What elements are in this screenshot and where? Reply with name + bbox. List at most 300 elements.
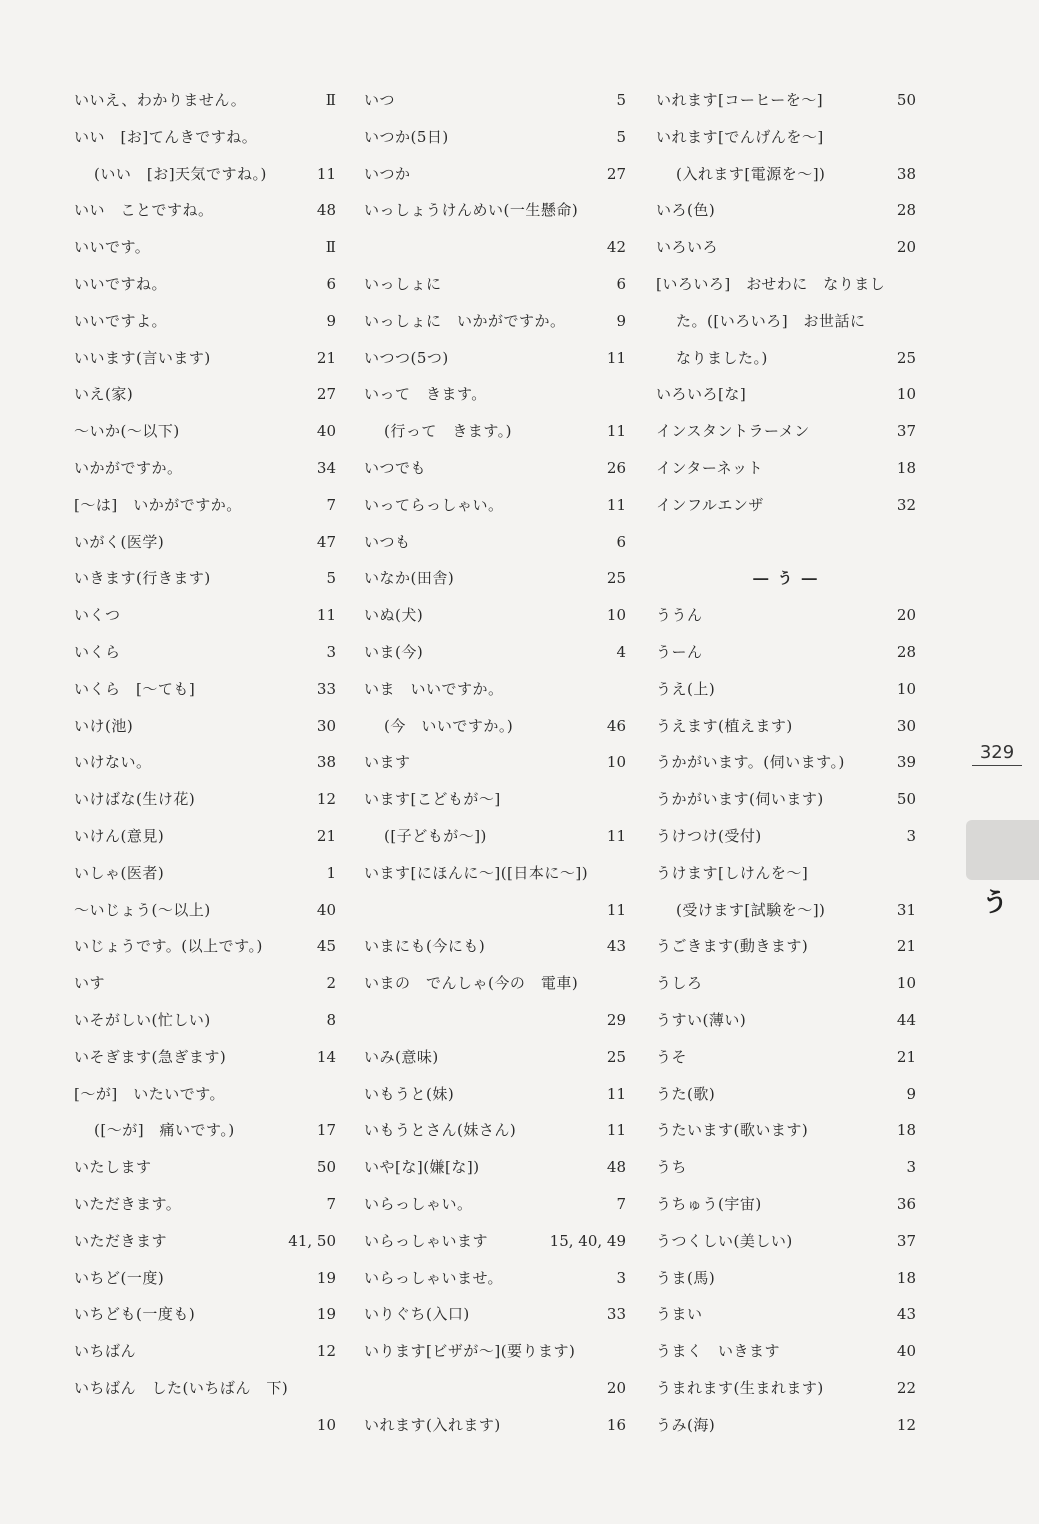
entry-lesson-number: 3 — [906, 1158, 916, 1177]
entry-term: いらっしゃいませ。 — [364, 1268, 504, 1287]
entry-term: ― う ― — [753, 569, 819, 588]
index-entry — [656, 450, 916, 487]
entry-term: ううん — [656, 606, 703, 625]
entry-term: いなか(田舎) — [364, 569, 455, 588]
index-entry — [656, 1223, 916, 1260]
entry-term: (いい [お]天気ですね。) — [94, 164, 267, 183]
entry-term: うちゅう(宇宙) — [656, 1194, 762, 1213]
entry-term: いっしょに — [364, 274, 442, 293]
entry-term: いす — [74, 974, 106, 993]
entry-term: インスタントラーメン — [656, 422, 810, 441]
entry-lesson-number: 3 — [616, 1268, 626, 1287]
index-entry — [656, 928, 916, 965]
entry-term: いけばな(生け花) — [74, 790, 196, 809]
entry-term: うまい — [656, 1305, 703, 1324]
index-entry — [364, 340, 626, 377]
index-entry — [656, 340, 916, 377]
entry-lesson-number: 20 — [896, 238, 916, 257]
entry-term: うけつけ(受付) — [656, 826, 762, 845]
index-entry — [74, 597, 336, 634]
index-entry — [656, 965, 916, 1002]
entry-term: うえます(植えます) — [656, 716, 793, 735]
entry-lesson-number: 20 — [606, 1378, 626, 1397]
entry-term: ～いじょう(～以上) — [74, 900, 211, 919]
entry-lesson-number: 27 — [606, 164, 626, 183]
entry-lesson-number: 11 — [606, 1084, 626, 1103]
index-entry — [656, 671, 916, 708]
index-entry — [74, 450, 336, 487]
index-entry — [656, 1002, 916, 1039]
index-entry — [74, 1296, 336, 1333]
index-entry — [656, 119, 916, 156]
entry-term: いつ — [364, 91, 396, 109]
entry-term: いれます(入れます) — [364, 1415, 501, 1434]
index-entry — [74, 1039, 336, 1076]
entry-term: いただきます — [74, 1231, 168, 1250]
index-entry — [74, 119, 336, 156]
index-entry — [364, 1407, 626, 1444]
entry-lesson-number: 9 — [326, 311, 336, 330]
entry-lesson-number: 11 — [316, 606, 336, 625]
entry-term: インフルエンザ — [656, 495, 764, 514]
entry-lesson-number: 10 — [606, 606, 626, 625]
entry-lesson-number: 25 — [606, 569, 626, 588]
index-entry — [656, 1076, 916, 1113]
entry-term: いま(今) — [364, 642, 424, 661]
index-entry — [364, 597, 626, 634]
index-entry — [364, 524, 626, 561]
index-entry — [364, 192, 626, 229]
entry-term: いつでも — [364, 458, 427, 477]
entry-lesson-number: 30 — [896, 716, 916, 735]
index-entry — [364, 413, 626, 450]
index-entry — [74, 892, 336, 929]
entry-lesson-number: 12 — [896, 1415, 916, 1434]
entry-term: いらっしゃい。 — [364, 1194, 473, 1213]
entry-lesson-number: 50 — [896, 790, 916, 809]
index-entry — [656, 524, 916, 561]
index-entry — [656, 229, 916, 266]
index-entry — [74, 818, 336, 855]
entry-lesson-number: Ⅱ — [325, 91, 336, 109]
entry-lesson-number: 21 — [896, 1047, 916, 1066]
entry-term: いいですよ。 — [74, 311, 168, 330]
entry-term: いれます[でんげんを～] — [656, 127, 824, 146]
entry-term: いかがですか。 — [74, 458, 183, 477]
entry-lesson-number: 11 — [316, 164, 336, 183]
entry-term: いつか — [364, 164, 411, 183]
index-entry — [656, 855, 916, 892]
index-entry — [656, 266, 916, 303]
index-entry — [74, 671, 336, 708]
entry-term: うまく いきます — [656, 1342, 781, 1361]
entry-lesson-number: 21 — [316, 826, 336, 845]
entry-term: うかがいます(伺います) — [656, 790, 824, 809]
entry-term: いつつ(5つ) — [364, 348, 449, 367]
entry-lesson-number: 7 — [616, 1194, 626, 1213]
entry-lesson-number: 37 — [896, 422, 916, 441]
entry-lesson-number: 40 — [316, 422, 336, 441]
entry-term: うま(馬) — [656, 1268, 716, 1287]
entry-lesson-number: 15, 40, 49 — [549, 1231, 626, 1250]
index-entry — [364, 1333, 626, 1370]
entry-term: いっしょうけんめい(一生懸命) — [364, 201, 579, 220]
index-entry — [364, 560, 626, 597]
entry-term: いりぐち(入口) — [364, 1305, 470, 1324]
entry-term: います[にほんに～]([日本に～]) — [364, 863, 589, 882]
index-entry — [74, 229, 336, 266]
entry-lesson-number: 38 — [316, 753, 336, 772]
entry-lesson-number: 7 — [326, 495, 336, 514]
entry-term: いります[ビザが～](要ります) — [364, 1342, 576, 1361]
index-entry — [364, 1076, 626, 1113]
index-entry — [74, 928, 336, 965]
index-column-3 — [656, 82, 916, 1443]
entry-lesson-number: 11 — [606, 495, 626, 514]
entry-term: いいます(言います) — [74, 348, 211, 367]
entry-lesson-number: 6 — [616, 532, 626, 551]
entry-term: うしろ — [656, 974, 703, 993]
entry-lesson-number: 44 — [896, 1010, 916, 1029]
entry-term: いえ(家) — [74, 385, 134, 404]
entry-lesson-number: 48 — [316, 201, 336, 220]
index-entry — [364, 82, 626, 119]
index-entry — [74, 340, 336, 377]
entry-term: (行って きます。) — [384, 422, 513, 441]
entry-term: いってらっしゃい。 — [364, 495, 504, 514]
section-tab-kana: う — [981, 888, 1008, 918]
entry-term: うすい(薄い) — [656, 1010, 747, 1029]
index-entry — [364, 892, 626, 929]
entry-lesson-number: 19 — [316, 1268, 336, 1287]
entry-lesson-number: 40 — [316, 900, 336, 919]
entry-term: いい [お]てんきですね。 — [74, 127, 258, 146]
entry-term: うち — [656, 1158, 688, 1177]
entry-lesson-number: 20 — [896, 606, 916, 625]
index-entry — [364, 965, 626, 1002]
entry-term: いけ(池) — [74, 716, 134, 735]
entry-term: うかがいます。(伺います。) — [656, 753, 845, 772]
entry-lesson-number: 6 — [326, 274, 336, 293]
entry-lesson-number: 5 — [616, 91, 626, 109]
entry-term: いぬ(犬) — [364, 606, 424, 625]
index-entry — [656, 634, 916, 671]
index-entry — [364, 229, 626, 266]
index-entry — [364, 266, 626, 303]
entry-term: いいですね。 — [74, 274, 168, 293]
index-entry — [364, 781, 626, 818]
entry-lesson-number: 50 — [316, 1158, 336, 1177]
entry-term: いま いいですか。 — [364, 679, 504, 698]
index-entry — [74, 413, 336, 450]
entry-term: いっしょに いかがですか。 — [364, 311, 566, 330]
index-entry — [656, 156, 916, 193]
entry-term: (入れます[電源を～]) — [676, 164, 826, 183]
entry-lesson-number: 5 — [616, 127, 626, 146]
index-entry — [656, 376, 916, 413]
index-entry — [364, 376, 626, 413]
entry-lesson-number: 46 — [606, 716, 626, 735]
entry-term: うけます[しけんを～] — [656, 863, 809, 882]
index-entry — [364, 634, 626, 671]
entry-term: ～いか(～以下) — [74, 422, 180, 441]
index-entry — [74, 156, 336, 193]
entry-term: いただきます。 — [74, 1194, 182, 1213]
entry-term: [～は] いかがですか。 — [74, 495, 242, 514]
entry-lesson-number: 11 — [606, 1121, 626, 1140]
index-entry — [656, 487, 916, 524]
entry-lesson-number: 50 — [896, 91, 916, 109]
entry-term: いちばん した(いちばん 下) — [74, 1378, 289, 1397]
index-entry — [364, 303, 626, 340]
entry-term: いそがしい(忙しい) — [74, 1010, 211, 1029]
index-entry — [656, 1186, 916, 1223]
entry-lesson-number: 31 — [896, 900, 916, 919]
entry-term: いいです。 — [74, 238, 151, 257]
entry-lesson-number: 25 — [606, 1047, 626, 1066]
entry-term: いくつ — [74, 606, 121, 625]
index-entry — [656, 1260, 916, 1297]
entry-term: いや[な](嫌[な]) — [364, 1158, 480, 1177]
index-entry — [364, 1112, 626, 1149]
entry-term: いれます[コーヒーを～] — [656, 91, 824, 109]
entry-lesson-number: 47 — [316, 532, 336, 551]
entry-lesson-number: 28 — [896, 201, 916, 220]
entry-term: いたします — [74, 1158, 152, 1177]
index-entry — [74, 192, 336, 229]
entry-term: いろいろ — [656, 238, 719, 257]
entry-lesson-number: 27 — [316, 385, 336, 404]
entry-lesson-number: 10 — [896, 974, 916, 993]
index-entry — [656, 1112, 916, 1149]
entry-lesson-number: 45 — [316, 937, 336, 956]
entry-term: うつくしい(美しい) — [656, 1231, 793, 1250]
index-entry — [364, 156, 626, 193]
entry-term: うごきます(動きます) — [656, 937, 809, 956]
entry-lesson-number: 5 — [326, 569, 336, 588]
entry-lesson-number: 17 — [316, 1121, 336, 1140]
entry-term: いそぎます(急ぎます) — [74, 1047, 227, 1066]
entry-term: (受けます[試験を～]) — [676, 900, 826, 919]
entry-term: うーん — [656, 642, 703, 661]
entry-lesson-number: 36 — [896, 1194, 916, 1213]
entry-lesson-number: 34 — [316, 458, 336, 477]
entry-lesson-number: 37 — [896, 1231, 916, 1250]
entry-lesson-number: 25 — [896, 348, 916, 367]
entry-term: うえ(上) — [656, 679, 716, 698]
index-entry — [74, 524, 336, 561]
entry-term: ([～が] 痛いです。) — [94, 1121, 235, 1140]
entry-lesson-number: 12 — [316, 790, 336, 809]
entry-lesson-number: 21 — [316, 348, 336, 367]
entry-lesson-number: 41, 50 — [288, 1231, 336, 1250]
index-entry — [74, 634, 336, 671]
entry-term: なりました。) — [676, 348, 768, 367]
index-entry — [656, 413, 916, 450]
index-entry — [364, 450, 626, 487]
index-entry — [74, 1333, 336, 1370]
entry-term: いつも — [364, 532, 411, 551]
entry-lesson-number: 6 — [616, 274, 626, 293]
entry-lesson-number: 21 — [896, 937, 916, 956]
entry-lesson-number: 18 — [896, 458, 916, 477]
entry-lesson-number: 8 — [326, 1010, 336, 1029]
entry-term: いもうと(妹) — [364, 1084, 455, 1103]
index-entry — [74, 303, 336, 340]
entry-lesson-number: 43 — [896, 1305, 916, 1324]
entry-lesson-number: 30 — [316, 716, 336, 735]
index-entry — [656, 303, 916, 340]
index-entry — [656, 892, 916, 929]
index-entry — [74, 266, 336, 303]
entry-term: いらっしゃいます — [364, 1231, 489, 1250]
entry-lesson-number: 26 — [606, 458, 626, 477]
index-column-1 — [74, 82, 336, 1443]
entry-lesson-number: 19 — [316, 1305, 336, 1324]
entry-term: いまの でんしゃ(今の 電車) — [364, 974, 579, 993]
entry-lesson-number: 10 — [896, 385, 916, 404]
entry-term: いちど(一度) — [74, 1268, 165, 1287]
index-entry — [74, 487, 336, 524]
index-entry — [74, 560, 336, 597]
page-number: 329 — [972, 742, 1022, 766]
entry-lesson-number: 38 — [896, 164, 916, 183]
index-entry — [656, 818, 916, 855]
entry-term: いい ことですね。 — [74, 201, 214, 220]
entry-lesson-number: 10 — [606, 753, 626, 772]
entry-lesson-number: Ⅱ — [325, 238, 336, 257]
index-entry — [74, 1002, 336, 1039]
index-entry — [656, 781, 916, 818]
index-entry — [656, 1149, 916, 1186]
entry-lesson-number: 2 — [326, 974, 336, 993]
entry-term: いまにも(今にも) — [364, 937, 486, 956]
entry-lesson-number: 9 — [616, 311, 626, 330]
entry-term: いくら — [74, 642, 121, 661]
entry-term: いろいろ[な] — [656, 385, 747, 404]
entry-term: いいえ、わかりません。 — [74, 91, 247, 109]
index-column-2 — [364, 82, 626, 1443]
entry-lesson-number: 40 — [896, 1342, 916, 1361]
entry-term: いくら [～ても] — [74, 679, 196, 698]
index-entry — [656, 1039, 916, 1076]
entry-lesson-number: 18 — [896, 1268, 916, 1287]
index-entry — [364, 1370, 626, 1407]
entry-term: [～が] いたいです。 — [74, 1084, 226, 1103]
entry-term: うたいます(歌います) — [656, 1121, 809, 1140]
entry-lesson-number: 11 — [606, 826, 626, 845]
entry-term: (今 いいですか。) — [384, 716, 514, 735]
index-entry — [364, 928, 626, 965]
entry-term: いろ(色) — [656, 201, 716, 220]
entry-lesson-number: 11 — [606, 422, 626, 441]
entry-term: いもうとさん(妹さん) — [364, 1121, 517, 1140]
entry-lesson-number: 29 — [606, 1010, 626, 1029]
entry-term: うみ(海) — [656, 1415, 716, 1434]
index-entry — [74, 1149, 336, 1186]
entry-lesson-number: 10 — [316, 1415, 336, 1434]
index-entry — [364, 487, 626, 524]
index-entry — [656, 1407, 916, 1444]
index-entry — [74, 1260, 336, 1297]
entry-lesson-number: 14 — [316, 1047, 336, 1066]
entry-term: いがく(医学) — [74, 532, 165, 551]
entry-lesson-number: 48 — [606, 1158, 626, 1177]
entry-term: ([子どもが～]) — [384, 826, 487, 845]
entry-term: いきます(行きます) — [74, 569, 211, 588]
index-entry — [74, 1076, 336, 1113]
index-entry — [364, 1186, 626, 1223]
index-entry — [74, 1223, 336, 1260]
index-entry — [74, 744, 336, 781]
entry-lesson-number: 22 — [896, 1378, 916, 1397]
entry-lesson-number: 32 — [896, 495, 916, 514]
entry-lesson-number: 1 — [326, 863, 336, 882]
entry-lesson-number: 43 — [606, 937, 626, 956]
entry-lesson-number: 11 — [606, 900, 626, 919]
section-tab — [966, 820, 1039, 880]
entry-lesson-number: 3 — [326, 642, 336, 661]
index-entry — [364, 671, 626, 708]
index-entry — [364, 855, 626, 892]
entry-term: いって きます。 — [364, 385, 487, 404]
entry-lesson-number: 7 — [326, 1194, 336, 1213]
entry-term: いしゃ(医者) — [74, 863, 165, 882]
index-entry — [656, 708, 916, 745]
index-entry — [656, 82, 916, 119]
index-entry — [656, 1333, 916, 1370]
entry-term: いちばん — [74, 1342, 137, 1361]
index-entry — [74, 1370, 336, 1407]
index-entry — [74, 376, 336, 413]
entry-term: います[こどもが～] — [364, 790, 501, 809]
index-entry — [364, 1002, 626, 1039]
entry-lesson-number: 12 — [316, 1342, 336, 1361]
index-entry — [74, 82, 336, 119]
entry-term: いつか(5日) — [364, 127, 449, 146]
index-entry — [364, 708, 626, 745]
index-entry — [364, 1223, 626, 1260]
entry-lesson-number: 9 — [906, 1084, 916, 1103]
entry-lesson-number: 42 — [606, 238, 626, 257]
entry-lesson-number: 11 — [606, 348, 626, 367]
index-entry — [74, 708, 336, 745]
entry-lesson-number: 28 — [896, 642, 916, 661]
index-entry — [364, 119, 626, 156]
entry-term: いけん(意見) — [74, 826, 165, 845]
index-entry — [74, 781, 336, 818]
entry-lesson-number: 10 — [896, 679, 916, 698]
index-entry — [364, 1260, 626, 1297]
index-entry — [74, 1186, 336, 1223]
entry-lesson-number: 4 — [616, 642, 626, 661]
entry-lesson-number: 33 — [316, 679, 336, 698]
index-entry — [656, 1296, 916, 1333]
entry-term: うまれます(生まれます) — [656, 1378, 824, 1397]
entry-term: うた(歌) — [656, 1084, 716, 1103]
index-entry — [364, 818, 626, 855]
entry-lesson-number: 3 — [906, 826, 916, 845]
index-entry — [364, 1296, 626, 1333]
index-entry — [364, 1039, 626, 1076]
entry-lesson-number: 18 — [896, 1121, 916, 1140]
entry-lesson-number: 16 — [606, 1415, 626, 1434]
index-entry — [656, 1370, 916, 1407]
section-header — [656, 560, 916, 597]
entry-lesson-number: 33 — [606, 1305, 626, 1324]
entry-term: いちども(一度も) — [74, 1305, 196, 1324]
entry-term: うそ — [656, 1047, 688, 1066]
